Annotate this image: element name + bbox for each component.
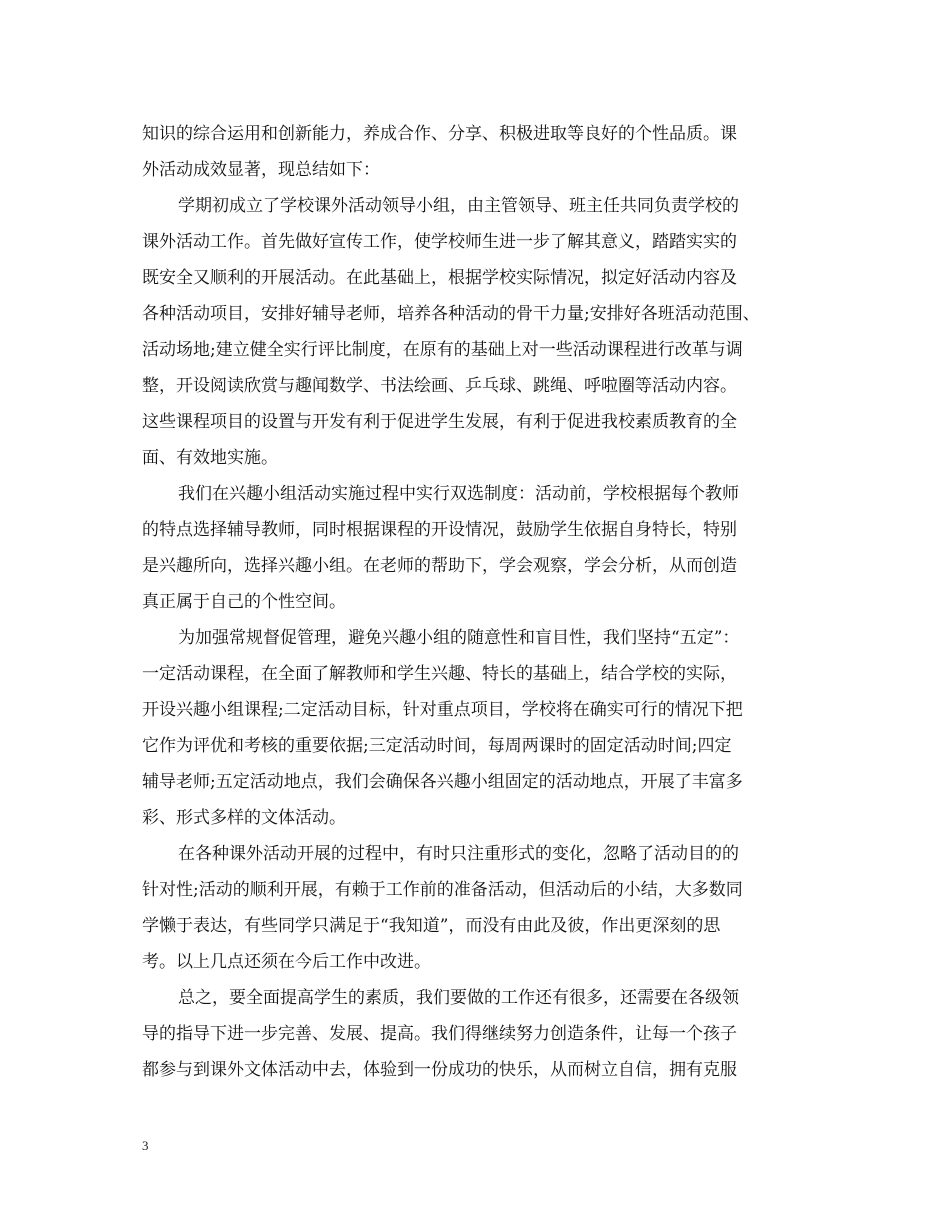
text-line: 为加强常规督促管理，避免兴趣小组的随意性和盲目性，我们坚持“五定”：: [178, 628, 740, 648]
text-line: 辅导老师;五定活动地点，我们会确保各兴趣小组固定的活动地点，开展了丰富多: [142, 772, 743, 792]
text-line: 知识的综合运用和创新能力，养成合作、分享、积极进取等良好的个性品质。课: [142, 124, 737, 144]
text-line: 真正属于自己的个性空间。: [142, 592, 346, 612]
text-line: 在各种课外活动开展的过程中，有时只注重形式的变化，忽略了活动目的的: [178, 844, 739, 864]
text-line: 是兴趣所向，选择兴趣小组。在老师的帮助下，学会观察，学会分析，从而创造: [142, 556, 737, 576]
text-line: 面、有效地实施。: [142, 448, 278, 468]
text-line: 既安全又顺利的开展活动。在此基础上，根据学校实际情况，拟定好活动内容及: [142, 268, 737, 288]
body-text: [142, 116, 822, 1088]
text-line: 一定活动课程，在全面了解教师和学生兴趣、特长的基础上，结合学校的实际，: [142, 664, 737, 684]
text-line: 它作为评优和考核的重要依据;三定活动时间，每周两课时的固定活动时间;四定: [142, 736, 732, 756]
text-line: 活动场地;建立健全实行评比制度，在原有的基础上对一些活动课程进行改革与调: [142, 340, 743, 360]
text-line: 开设兴趣小组课程;二定活动目标，针对重点项目，学校将在确实可行的情况下把: [142, 700, 743, 720]
text-line: 的特点选择辅导教师，同时根据课程的开设情况，鼓励学生依据自身特长，特别: [142, 520, 737, 540]
text-line: 整，开设阅读欣赏与趣闻数学、书法绘画、乒乓球、跳绳、呼啦圈等活动内容。: [142, 376, 737, 396]
text-line: 学懒于表达，有些同学只满足于“我知道”，而没有由此及彼，作出更深刻的思: [142, 916, 721, 936]
text-line: 各种活动项目，安排好辅导老师，培养各种活动的骨干力量;安排好各班活动范围、: [142, 304, 760, 324]
text-line: 学期初成立了学校课外活动领导小组，由主管领导、班主任共同负责学校的: [178, 196, 739, 216]
text-line: 都参与到课外文体活动中去，体验到一份成功的快乐，从而树立自信，拥有克服: [142, 1060, 737, 1080]
page-number: 3: [142, 1138, 149, 1153]
text-line: 总之，要全面提高学生的素质，我们要做的工作还有很多，还需要在各级领: [178, 988, 739, 1008]
text-line: 外活动成效显著，现总结如下：: [142, 160, 380, 180]
text-line: 针对性;活动的顺利开展，有赖于工作前的准备活动，但活动后的小结，大多数同: [142, 880, 743, 900]
text-line: 这些课程项目的设置与开发有利于促进学生发展，有利于促进我校素质教育的全: [142, 412, 737, 432]
text-line: 课外活动工作。首先做好宣传工作，使学校师生进一步了解其意义，踏踏实实的: [142, 232, 737, 252]
text-line: 导的指导下进一步完善、发展、提高。我们得继续努力创造条件，让每一个孩子: [142, 1024, 737, 1044]
text-line: 考。以上几点还须在今后工作中改进。: [142, 952, 431, 972]
text-line: 彩、形式多样的文体活动。: [142, 808, 346, 828]
text-line: 我们在兴趣小组活动实施过程中实行双选制度：活动前，学校根据每个教师: [178, 484, 739, 504]
